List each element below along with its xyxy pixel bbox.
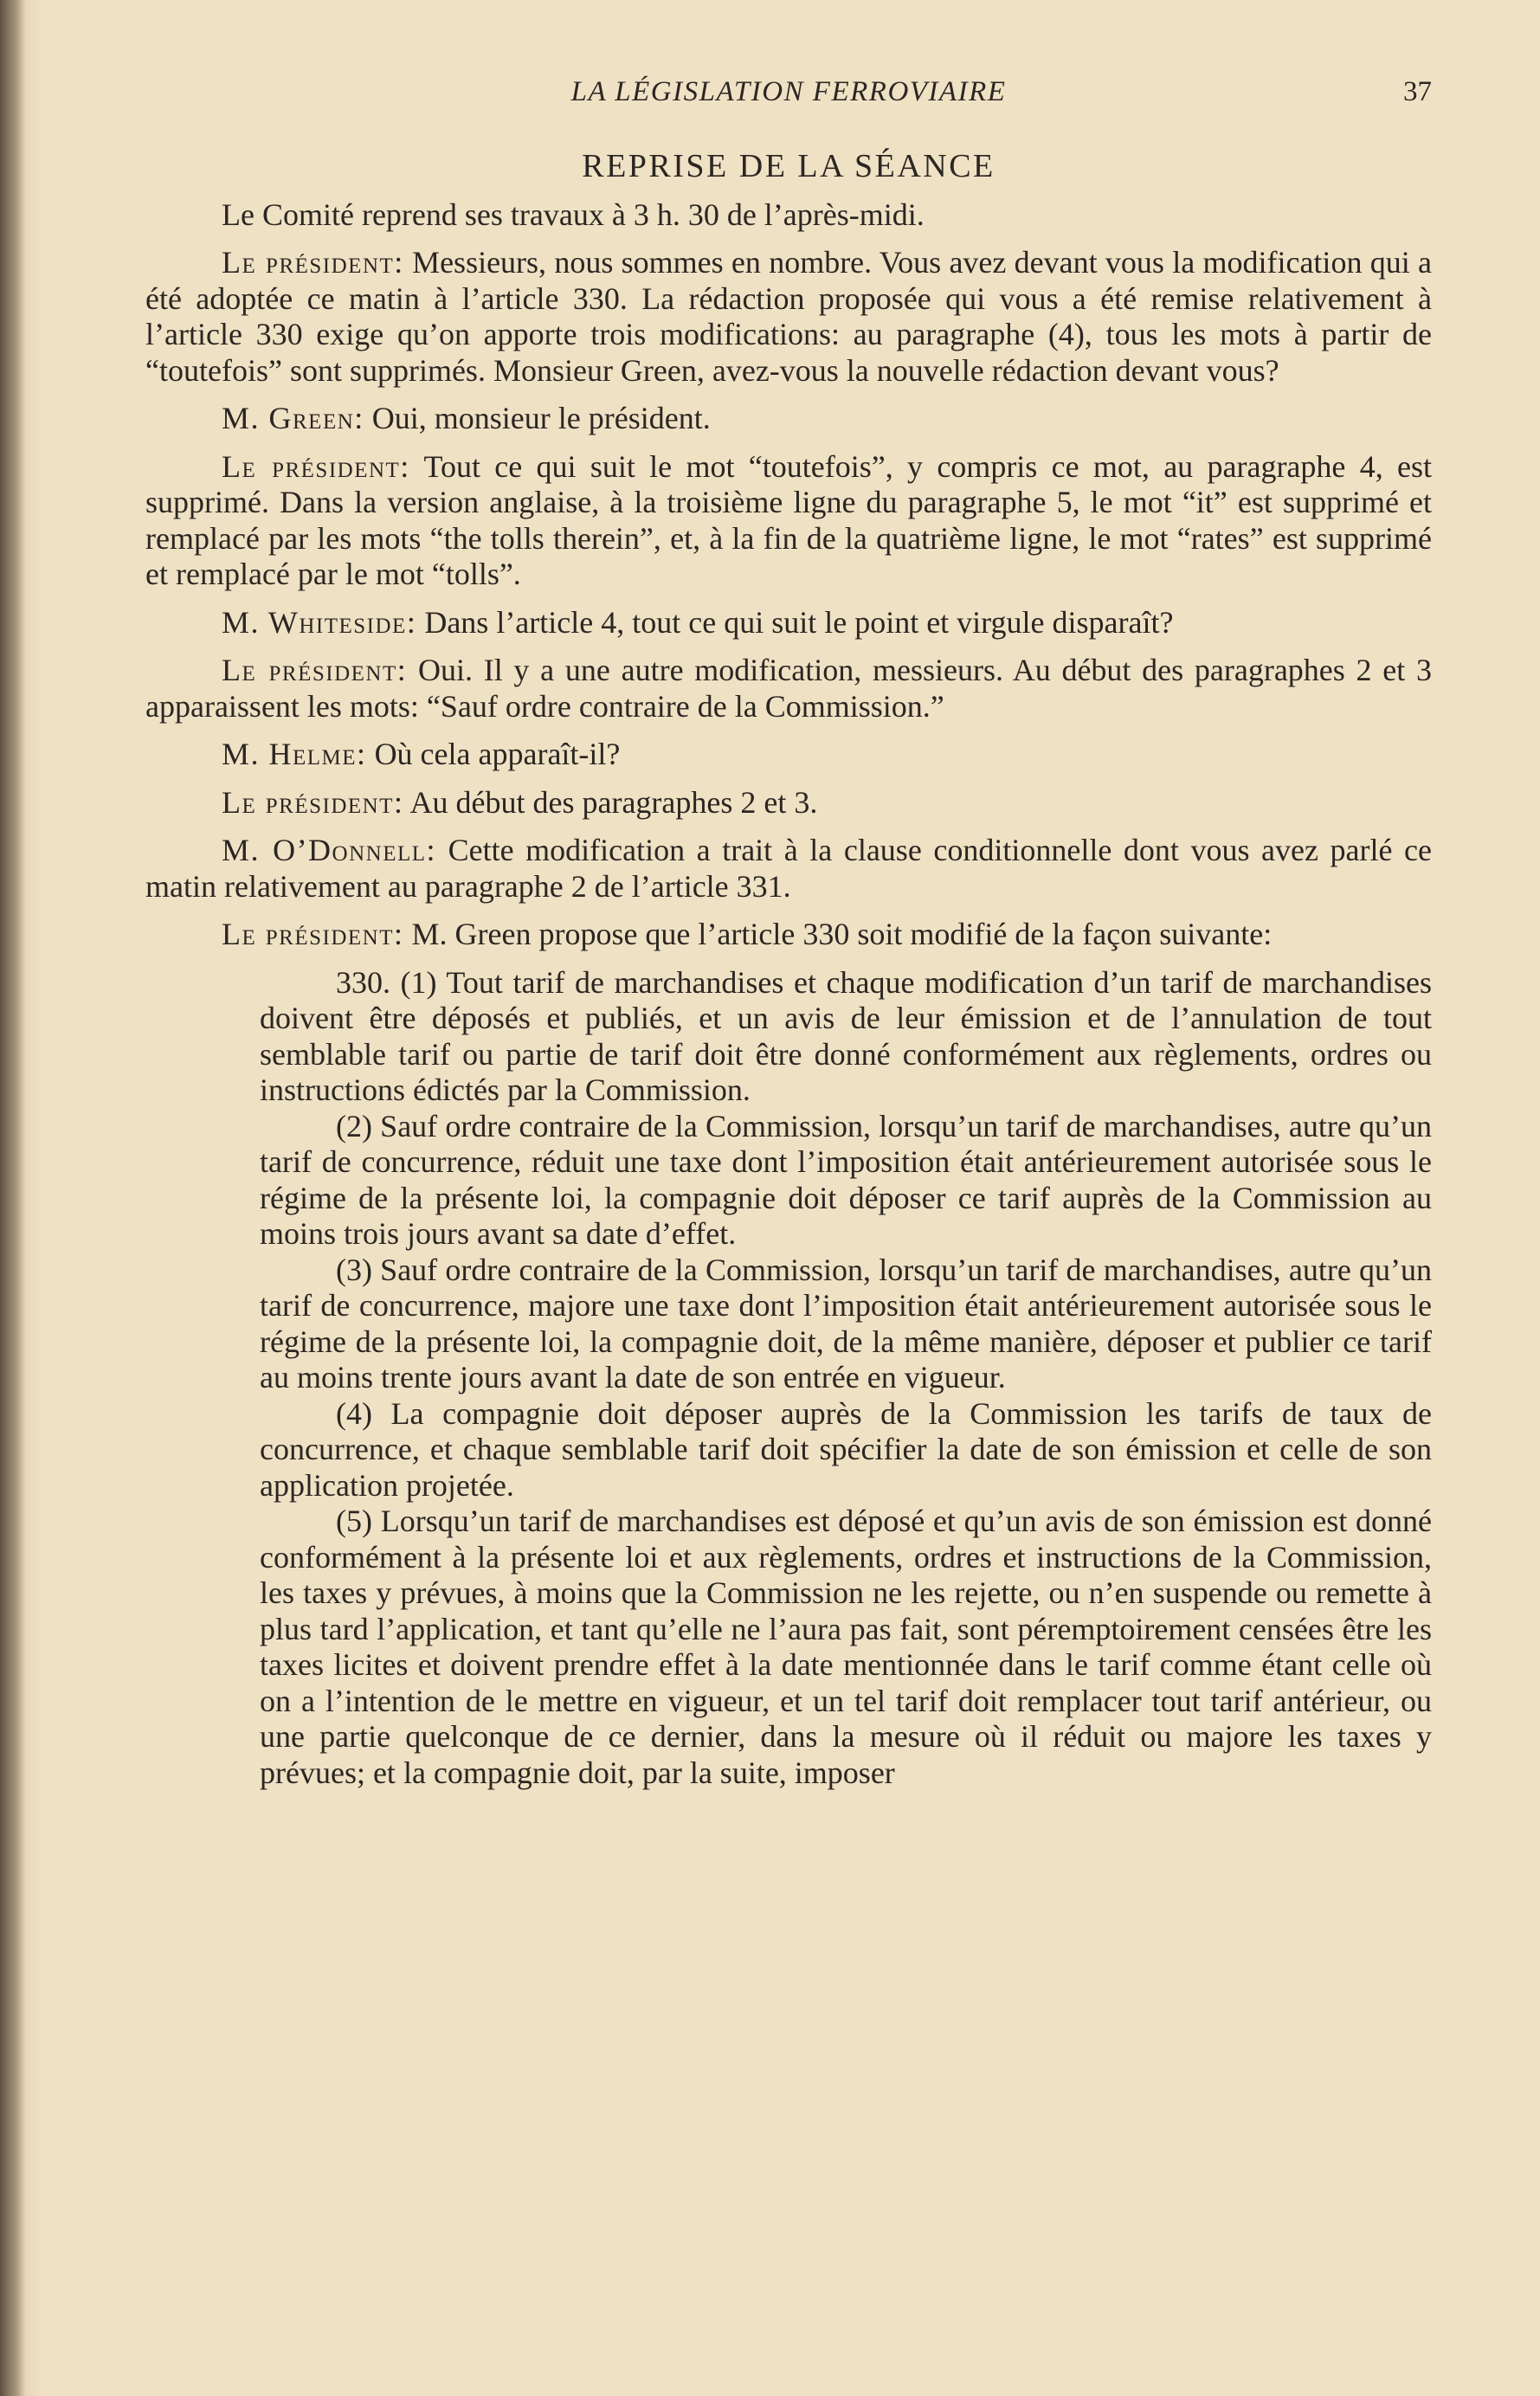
paragraph-text: Au début des paragraphes 2 et 3. xyxy=(403,784,818,820)
paragraph xyxy=(145,449,1432,593)
article-subsection: 330. (1) Tout tarif de marchandises et chaque modification d’un tarif de marchandises doivent être déposés et publiés, et un avis de leur émission et de l’annulation de tout semblable tarif ou partie de tarif doit être donné conformément aux règlements, ordres ou instructions édictés par la Commission. xyxy=(260,964,1432,1107)
speaker-name: M. O’Donnell: xyxy=(222,833,437,867)
section-title: REPRISE DE LA SÉANCE xyxy=(582,148,996,184)
paragraph xyxy=(145,197,1432,234)
article-subsection: (4) La compagnie doit déposer auprès de la Commission les tarifs de taux de concurrence, et chaque semblable tarif doit spécifier la date de son émission et celle de son application projetée. xyxy=(260,1395,1432,1503)
page-header xyxy=(145,76,1432,118)
book-spine-shadow xyxy=(0,0,26,2396)
paragraph xyxy=(145,653,1432,725)
article-subsection: (2) Sauf ordre contraire de la Commission, lorsqu’un tarif de marchandises, autre qu’un tarif de concurrence, réduit une taxe dont l’imposition était antérieurement autorisée sous le régime de la présente loi, la compagnie doit déposer ce tarif auprès de la Commission au moins trois jours avant sa date d’effet. xyxy=(260,1108,1432,1251)
paragraph-text: Dans l’article 4, tout ce qui suit le point et virgule disparaît? xyxy=(416,604,1174,640)
paragraph xyxy=(145,245,1432,389)
paragraph xyxy=(145,785,1432,821)
paragraph-text: Où cela apparaît-il? xyxy=(366,737,621,771)
speaker-name: Le président: xyxy=(222,784,404,820)
paragraph-text: Oui. Il y a une autre modification, messieurs. Au début des paragraphes 2 et 3 apparaissent les mots: “Sauf ordre contraire de la Commission.” xyxy=(145,653,1432,724)
paragraph-text: Messieurs, nous sommes en nombre. Vous avez devant vous la modification qui a été adoptée ce matin à l’article 330. La rédaction proposée qui vous a été remise relativement à l’article 330 exige qu’on apporte trois modifications: au paragraphe (4), tous les mots à partir de “toutefois” sont supprimés. Monsieur Green, avez-vous la nouvelle rédaction devant vous? xyxy=(145,245,1432,388)
paragraph xyxy=(145,401,1432,437)
speaker-name: Le président: xyxy=(222,653,408,687)
page-body xyxy=(145,149,1432,1791)
paragraph-text: Oui, monsieur le président. xyxy=(364,401,711,435)
paragraph xyxy=(145,737,1432,773)
paragraph-text: Le Comité reprend ses travaux à 3 h. 30 de l’après-midi. xyxy=(222,196,925,232)
speaker-name: M. Green: xyxy=(222,401,364,435)
page-number: 37 xyxy=(1403,76,1432,107)
running-title: LA LÉGISLATION FERROVIAIRE xyxy=(570,76,1007,107)
speaker-name: M. Whiteside: xyxy=(222,604,417,640)
paragraph xyxy=(145,605,1432,641)
speaker-name: Le président: xyxy=(222,245,404,280)
speaker-name: Le président: xyxy=(222,448,410,484)
paragraph-text: Tout ce qui suit le mot “toutefois”, y compris ce mot, au paragraphe 4, est supprimé. Dans la version anglaise, à la troisième ligne du paragraphe 5, le mot “it” est supprimé et remplacé par les mots “the tolls therein”, et, à la fin de la quatrième ligne, le mot “rates” est supprimé et remplacé par le mot “tolls”. xyxy=(145,448,1432,591)
paragraph xyxy=(145,917,1432,953)
quoted-article xyxy=(260,965,1432,1792)
article-subsection: (5) Lorsqu’un tarif de marchandises est déposé et qu’un avis de son émission est donné conformément à la présente loi et aux règlements, ordres et instructions de la Commission, les taxes y prévues, à moins que la Commission ne les rejette, ou n’en suspende ou remette à plus tard l’application, et tant qu’elle ne l’aura pas fait, sont péremptoirement censées être les taxes licites et doivent prendre effet à la date mentionnée dans le tarif comme étant celle où on a l’intention de le mettre en vigueur, et un tel tarif doit remplacer tout tarif antérieur, ou une partie quelconque de ce dernier, dans la mesure où il réduit ou majore les taxes y prévues; et la compagnie doit, par la suite, imposer xyxy=(260,1504,1432,1790)
paragraph-text: Cette modification a trait à la clause conditionnelle dont vous avez parlé ce matin relativement au paragraphe 2 de l’article 331. xyxy=(145,833,1432,904)
speaker-name: Le président: xyxy=(222,917,404,951)
paragraph xyxy=(145,833,1432,905)
paragraph-text: M. Green propose que l’article 330 soit modifié de la façon suivante: xyxy=(403,917,1273,951)
speaker-name: M. Helme: xyxy=(222,737,367,771)
article-subsection: (3) Sauf ordre contraire de la Commission, lorsqu’un tarif de marchandises, autre qu’un tarif de concurrence, majore une taxe dont l’imposition était antérieurement autorisée sous le régime de la présente loi, la compagnie doit, de la même manière, déposer et publier ce tarif au moins trente jours avant la date de son entrée en vigueur. xyxy=(260,1252,1432,1394)
